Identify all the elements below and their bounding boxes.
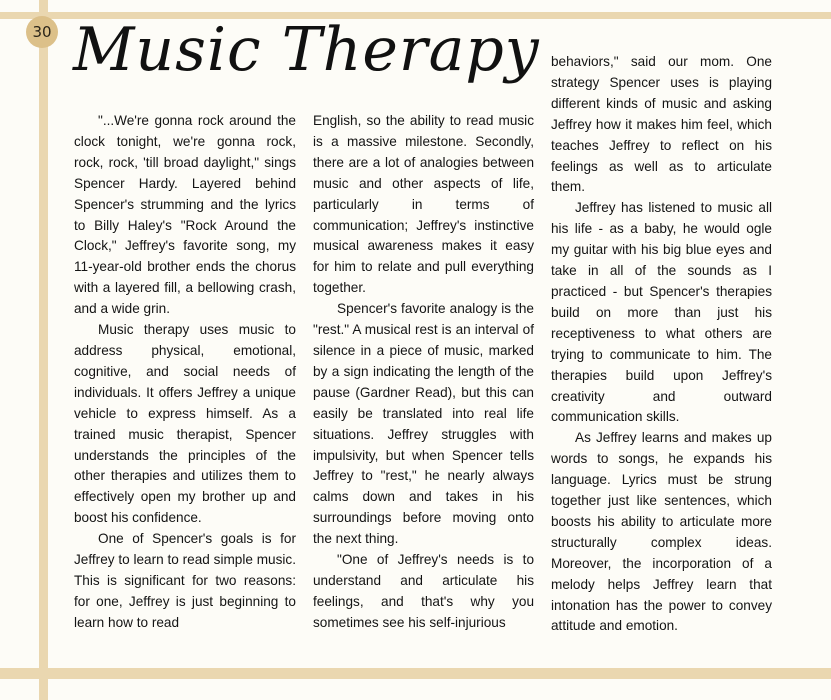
left-rule — [39, 0, 48, 700]
article-column-1 — [74, 111, 296, 634]
paragraph: English, so the ability to read music is a massive milestone. Secondly, there are a lot of analogies between music and other aspects of life, particularly in terms of communication; Jeffrey's instinctive musical awareness makes it easy for him to relate and pull everything together. — [313, 113, 534, 296]
paragraph: As Jeffrey learns and makes up words to songs, he expands his language. Lyrics must be strung together just like sentences, which boosts his ability to articulate more structurally complex ideas. Moreover, the incorporation of a melody helps Jeffrey learn that intonation has the power to convey attitude and emotion. — [551, 430, 772, 634]
paragraph: behaviors," said our mom. One strategy Spencer uses is playing different kinds of music and asking Jeffrey how it makes him feel, which teaches Jeffrey to reflect on his feelings as well as to articulate them. — [551, 54, 772, 195]
paragraph: "One of Jeffrey's needs is to understand and articulate his feelings, and that's why you sometimes see his self-injurious — [313, 552, 534, 630]
paragraph: Jeffrey has listened to music all his life - as a baby, he would ogle my guitar with his big blue eyes and take in all of the sounds as I practiced - but Spencer's therapies build on more than just his receptiveness to what others are trying to communicate to him. The therapies build upon Jeffrey's creativity and outward communication skills. — [551, 200, 772, 425]
article-column-3 — [551, 52, 772, 637]
paragraph: Spencer's favorite analogy is the "rest." A musical rest is an interval of silence in a piece of music, marked by a sign indicating the length of the pause (Gardner Read), but this can easily be translated into real life situations. Jeffrey struggles with impulsivity, but when Spencer tells Jeffrey to "rest," he nearly always calms down and takes in his surroundings before moving onto the next thing. — [313, 301, 534, 547]
article-title: Music Therapy — [73, 15, 540, 85]
paragraph: "...We're gonna rock around the clock tonight, we're gonna rock, rock, rock, 'till broad daylight," sings Spencer Hardy. Layered behind Spencer's strumming and the lyrics to Billy Haley's "Rock Around the Clock," Jeffrey's favorite song, my 11-year-old brother ends the chorus with a layered fill, a bellowing crash, and a wide grin. — [74, 113, 296, 317]
paragraph: One of Spencer's goals is for Jeffrey to learn to read simple music. This is significant for two reasons: for one, Jeffrey is just beginning to learn how to read — [74, 531, 296, 630]
article-column-2 — [313, 111, 534, 634]
paragraph: Music therapy uses music to address physical, emotional, cognitive, and social needs of individuals. It offers Jeffrey a unique vehicle to express himself. As a trained music therapist, Spencer understands the principles of the other therapies and utilizes them to effectively open my brother up and boost his confidence. — [74, 322, 296, 526]
bottom-rule — [0, 668, 831, 679]
page-number-badge: 30 — [26, 16, 58, 48]
